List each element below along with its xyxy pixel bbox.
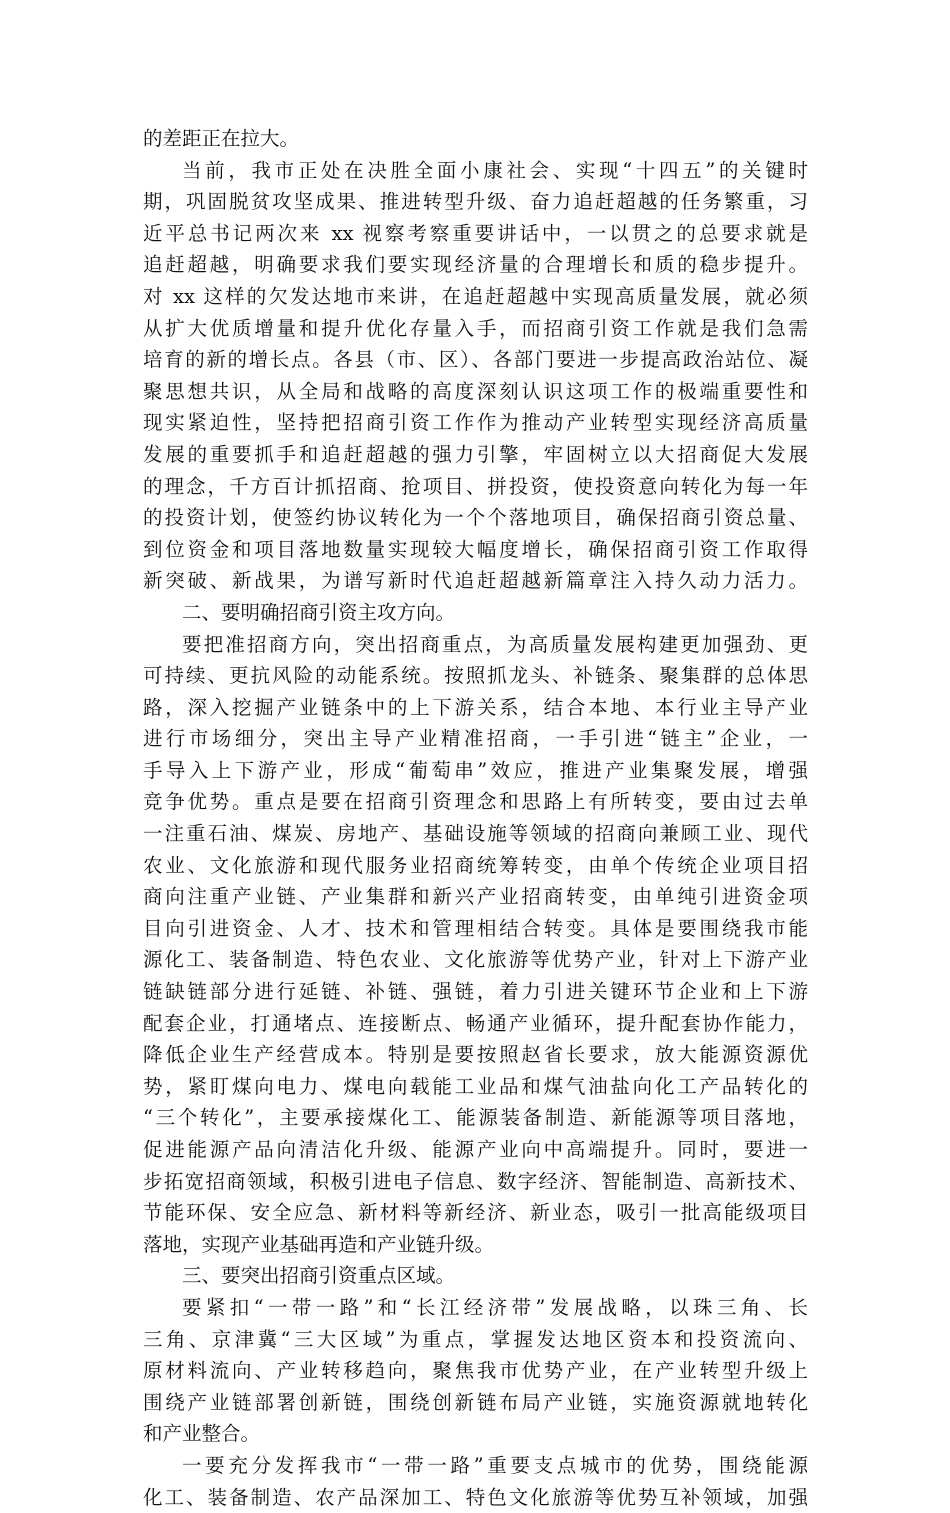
text-line: 围绕产业链部署创新链，围绕创新链布局产业链，实施资源就地转化 [143, 1390, 808, 1414]
text-line: 商向注重产业链、产业集群和新兴产业招商转变，由单纯引进资金项 [143, 885, 808, 909]
text-line: 农业、文化旅游和现代服务业招商统筹转变，由单个传统企业项目招 [143, 853, 808, 877]
text-line: 期，巩固脱贫攻坚成果、推进转型升级、奋力追赶超越的任务繁重，习 [143, 190, 808, 214]
text-line: 步拓宽招商领域，积极引进电子信息、数字经济、智能制造、高新技术、 [143, 1169, 808, 1193]
text-line: 促进能源产品向清洁化升级、能源产业向中高端提升。同时，要进一 [143, 1138, 808, 1161]
text-line: 降低企业生产经营成本。特别是要按照赵省长要求，放大能源资源优 [143, 1043, 808, 1067]
text-line: 目向引进资金、人才、技术和管理相结合转变。具体是要围绕我市能 [143, 916, 808, 940]
text-line: 一要充分发挥我市“一带一路”重要支点城市的优势，围绕能源 [182, 1453, 808, 1477]
text-line: 源化工、装备制造、特色农业、文化旅游等优势产业，针对上下游产业 [143, 948, 808, 972]
text-line: 的理念，千方百计抓招商、抢项目、拼投资，使投资意向转化为每一年 [143, 474, 808, 498]
text-line: 手导入上下游产业，形成“葡萄串”效应，推进产业集聚发展，增强 [143, 758, 808, 782]
text-line: 化工、装备制造、农产品深加工、特色文化旅游等优势互补领域，加强 [143, 1485, 808, 1509]
text-line: 对 xx 这样的欠发达地市来讲，在追赶超越中实现高质量发展，就必须 [143, 284, 808, 308]
text-line: 追赶超越，明确要求我们要实现经济量的合理增长和质的稳步提升。 [143, 253, 808, 277]
text-line: 近平总书记两次来 xx 视察考察重要讲话中，一以贯之的总要求就是 [143, 221, 808, 245]
text-line: 路，深入挖掘产业链条中的上下游关系，结合本地、本行业主导产业 [143, 695, 808, 719]
text-line: 新突破、新战果，为谱写新时代追赶超越新篇章注入持久动力活力。 [143, 569, 808, 593]
text-line: “三个转化”，主要承接煤化工、能源装备制造、新能源等项目落地， [143, 1106, 808, 1130]
text-line: 势，紧盯煤向电力、煤电向载能工业品和煤气油盐向化工产品转化的 [143, 1074, 808, 1098]
text-line: 二、要明确招商引资主攻方向。 [182, 600, 456, 624]
text-line: 发展的重要抓手和追赶超越的强力引擎，牢固树立以大招商促大发展 [143, 442, 808, 466]
text-line: 聚思想共识，从全局和战略的高度深刻认识这项工作的极端重要性和 [143, 379, 808, 403]
text-line: 进行市场细分，突出主导产业精准招商，一手引进“链主”企业，一 [143, 727, 808, 751]
text-line: 当前，我市正处在决胜全面小康社会、实现“十四五”的关键时 [182, 158, 808, 182]
text-line: 链缺链部分进行延链、补链、强链，着力引进关键环节企业和上下游 [143, 980, 808, 1004]
text-line: 和产业整合。 [143, 1422, 261, 1446]
text-line: 三、要突出招商引资重点区域。 [182, 1264, 456, 1288]
text-line: 的投资计划，使签约协议转化为一个个落地项目，确保招商引资总量、 [143, 506, 808, 530]
text-line: 一注重石油、煤炭、房地产、基础设施等领域的招商向兼顾工业、现代 [143, 822, 808, 846]
text-line: 可持续、更抗风险的动能系统。按照抓龙头、补链条、聚集群的总体思 [143, 664, 808, 688]
text-line: 要紧扣“一带一路”和“长江经济带”发展战略，以珠三角、长 [182, 1295, 808, 1319]
text-line: 到位资金和项目落地数量实现较大幅度增长，确保招商引资工作取得 [143, 537, 808, 561]
text-line: 原材料流向、产业转移趋向，聚焦我市优势产业，在产业转型升级上 [143, 1359, 808, 1383]
text-line: 竞争优势。重点是要在招商引资理念和思路上有所转变，要由过去单 [143, 790, 808, 814]
text-line: 要把准招商方向，突出招商重点，为高质量发展构建更加强劲、更 [182, 632, 808, 656]
document-body [143, 123, 808, 1513]
text-line: 落地，实现产业基础再造和产业链升级。 [143, 1232, 495, 1256]
text-line: 现实紧迫性，坚持把招商引资工作作为推动产业转型实现经济高质量 [143, 411, 808, 435]
text-line: 从扩大优质增量和提升优化存量入手，而招商引资工作就是我们急需 [143, 316, 808, 340]
text-line: 三角、京津冀“三大区域”为重点，掌握发达地区资本和投资流向、 [143, 1327, 808, 1351]
text-line: 的差距正在拉大。 [143, 127, 300, 150]
text-line: 培育的新的增长点。各县（市、区）、各部门要进一步提高政治站位、凝 [143, 348, 808, 372]
text-line: 配套企业，打通堵点、连接断点、畅通产业循环，提升配套协作能力， [143, 1011, 808, 1035]
text-line: 节能环保、安全应急、新材料等新经济、新业态，吸引一批高能级项目 [143, 1201, 808, 1225]
